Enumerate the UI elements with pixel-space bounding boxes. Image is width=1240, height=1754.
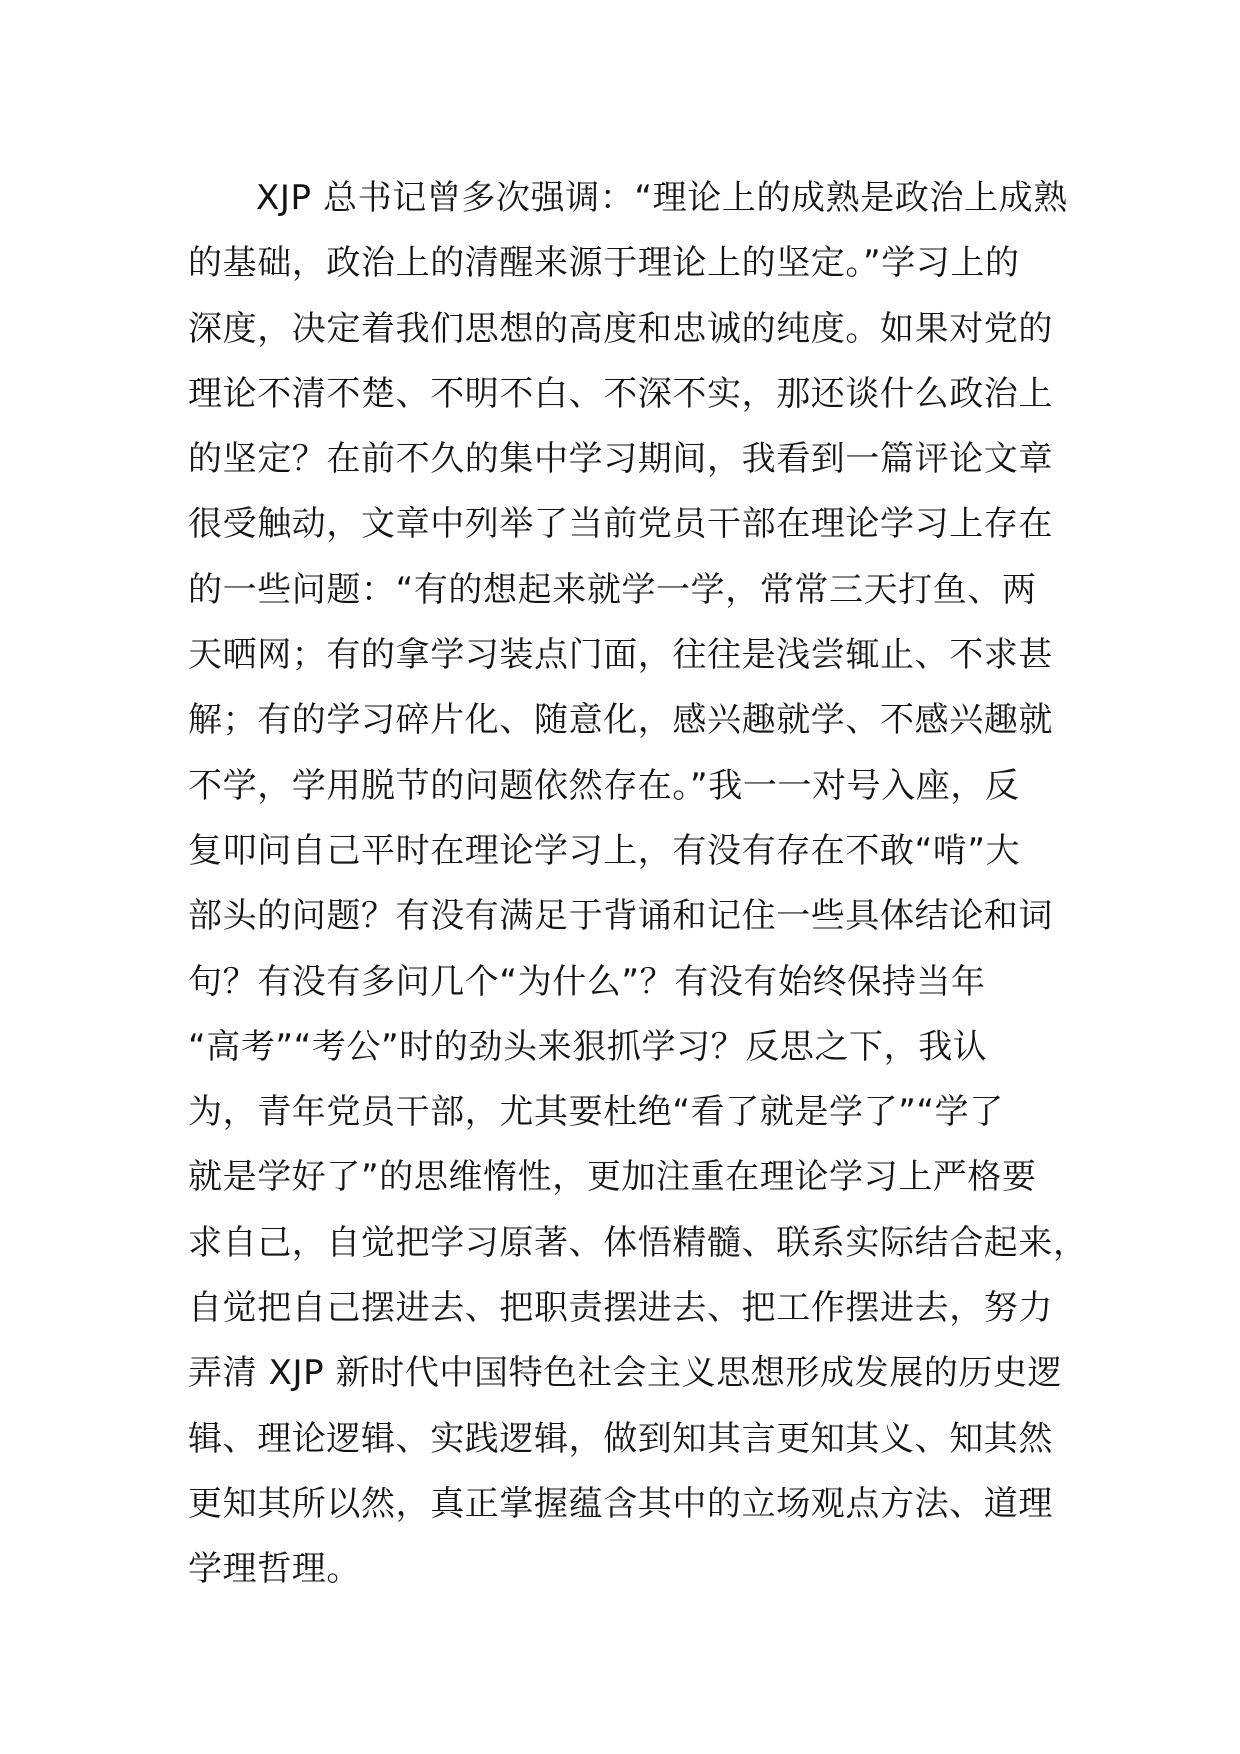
paragraph-line: 解；有的学习碎片化、随意化，感兴趣就学、不感兴趣就 bbox=[188, 700, 1053, 741]
paragraph-line: 为，青年党员干部，尤其要杜绝“看了就是学了”“学了 bbox=[188, 1092, 1004, 1133]
paragraph-line: 句？有没有多问几个“为什么”？有没有始终保持当年 bbox=[188, 961, 986, 1002]
paragraph-line: 辑、理论逻辑、实践逻辑，做到知其言更知其义、知其然 bbox=[188, 1418, 1053, 1459]
paragraph-line: 理论不清不楚、不明不白、不深不实，那还谈什么政治上 bbox=[188, 373, 1053, 414]
paragraph-line: 就是学好了”的思维惰性，更加注重在理论学习上严格要 bbox=[188, 1157, 1037, 1198]
paragraph-line: 求自己，自觉把学习原著、体悟精髓、联系实际结合起来， bbox=[188, 1222, 1088, 1263]
paragraph-line: “高考”“考公”时的劲头来狠抓学习？反思之下，我认 bbox=[188, 1026, 988, 1067]
paragraph-line: 很受触动，文章中列举了当前党员干部在理论学习上存在 bbox=[188, 504, 1053, 545]
body-paragraph bbox=[188, 166, 1088, 1603]
paragraph-line: 更知其所以然，真正掌握蕴含其中的立场观点方法、道理 bbox=[188, 1483, 1053, 1524]
paragraph-line: 弄清 XJP 新时代中国特色社会主义思想形成发展的历史逻 bbox=[188, 1353, 1063, 1394]
paragraph-line: 自觉把自己摆进去、把职责摆进去、把工作摆进去，努力 bbox=[188, 1288, 1053, 1329]
paragraph-line: 的一些问题：“有的想起来就学一学，常常三天打鱼、两 bbox=[188, 569, 1037, 610]
paragraph-line: XJP 总书记曾多次强调：“理论上的成熟是政治上成熟 bbox=[256, 178, 1068, 218]
paragraph-line: 深度，决定着我们思想的高度和忠诚的纯度。如果对党的 bbox=[188, 308, 1053, 349]
paragraph-line: 复叩问自己平时在理论学习上，有没有存在不敢“啃”大 bbox=[188, 830, 1021, 871]
paragraph-line: 天晒网；有的拿学习装点门面，往往是浅尝辄止、不求甚 bbox=[188, 635, 1053, 676]
paragraph-line: 的基础，政治上的清醒来源于理论上的坚定。”学习上的 bbox=[188, 243, 1020, 284]
paragraph-line: 不学，学用脱节的问题依然存在。”我一一对号入座，反 bbox=[188, 765, 1020, 806]
paragraph-line: 学理哲理。 bbox=[188, 1549, 361, 1590]
paragraph-line: 的坚定？在前不久的集中学习期间，我看到一篇评论文章 bbox=[188, 439, 1053, 480]
paragraph-line: 部头的问题？有没有满足于背诵和记住一些具体结论和词 bbox=[188, 896, 1053, 937]
